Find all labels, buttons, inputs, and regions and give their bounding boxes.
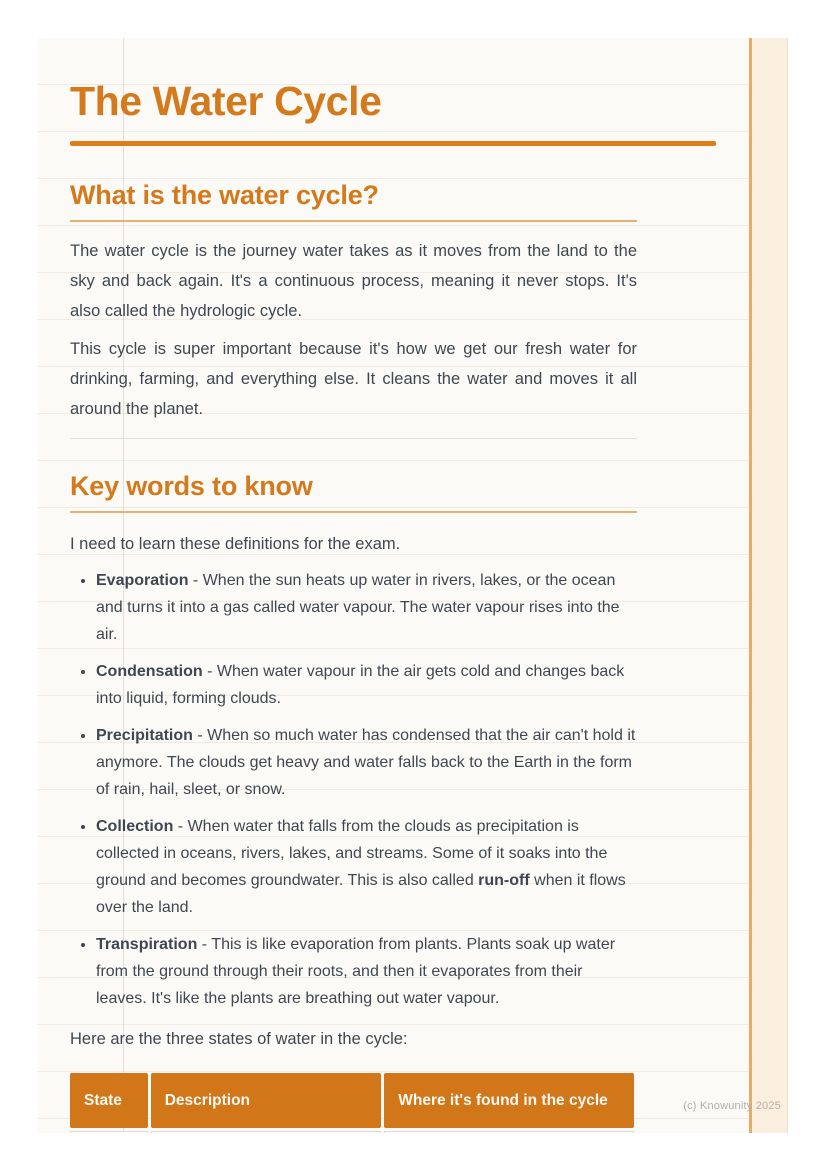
section-underline	[70, 511, 637, 513]
list-item-collection	[96, 813, 637, 921]
keyword-term: Condensation	[96, 663, 203, 680]
list-item-evaporation	[96, 567, 637, 648]
page-title: The Water Cycle	[70, 78, 382, 124]
list-item-precipitation	[96, 722, 637, 803]
term-separator: -	[173, 818, 188, 835]
keyword-definition: When water that falls from the clouds as precipitation is collected in oceans, rivers, lakes, and streams. Some of it soaks into the ground and becomes groundwater. This is also called	[96, 818, 608, 889]
table-cell	[151, 1131, 382, 1133]
keyword-definition: This is like evaporation from plants. Plants soak up water from the ground through their roots, and then it evaporates from their leaves. It's like the plants are breathing out water vapour.	[96, 936, 616, 1007]
term-separator: -	[202, 663, 217, 680]
keyword-definition-tail: when it flows over the land.	[96, 872, 626, 916]
section-divider	[70, 438, 637, 439]
term-separator: -	[192, 727, 208, 744]
section-heading-keywords: Key words to know	[70, 471, 313, 501]
section-heading-what: What is the water cycle?	[70, 180, 379, 210]
table-row	[70, 1131, 634, 1133]
table-cell	[70, 1131, 148, 1133]
keyword-term: Evaporation	[96, 572, 189, 589]
keyword-term: Collection	[96, 818, 174, 835]
keyword-list	[70, 567, 637, 1012]
keyword-term: Precipitation	[96, 727, 193, 744]
paragraph-what-1: The water cycle is the journey water takes as it moves from the land to the sky and back again. It's a continuous process, meaning it never stops. It's also called the hydrologic cycle.	[70, 242, 637, 320]
keyword-inline-bold: run-off	[478, 872, 530, 889]
page-edge-strip	[749, 38, 788, 1133]
table-header-state: State	[70, 1073, 148, 1128]
term-separator: -	[197, 936, 212, 953]
table-header-description: Description	[151, 1073, 382, 1128]
term-separator: -	[188, 572, 203, 589]
table-intro: Here are the three states of water in the cycle:	[70, 1030, 408, 1048]
states-table	[67, 1070, 637, 1133]
keyword-definition: When the sun heats up water in rivers, lakes, or the ocean and turns it into a gas called water vapour. The water vapour rises into the air.	[96, 572, 620, 643]
list-item-condensation	[96, 658, 637, 712]
table-cell	[384, 1131, 634, 1133]
watermark: (c) Knowunity 2025	[683, 1100, 781, 1112]
document-content	[38, 38, 637, 1133]
keyword-term: Transpiration	[96, 936, 198, 953]
title-rule	[70, 141, 716, 146]
list-item-transpiration	[96, 931, 637, 1012]
keywords-intro: I need to learn these definitions for the exam.	[70, 535, 401, 553]
table-header-row	[70, 1073, 634, 1128]
keyword-definition: When water vapour in the air gets cold and changes back into liquid, forming clouds.	[96, 663, 625, 707]
section-underline	[70, 220, 637, 222]
document-page	[38, 38, 788, 1133]
keyword-definition: When so much water has condensed that the air can't hold it anymore. The clouds get heavy and water falls back to the Earth in the form of rain, hail, sleet, or snow.	[96, 727, 636, 798]
paragraph-what-2: This cycle is super important because it's how we get our fresh water for drinking, farming, and everything else. It cleans the water and moves it all around the planet.	[70, 340, 637, 418]
table-header-where: Where it's found in the cycle	[384, 1073, 634, 1128]
